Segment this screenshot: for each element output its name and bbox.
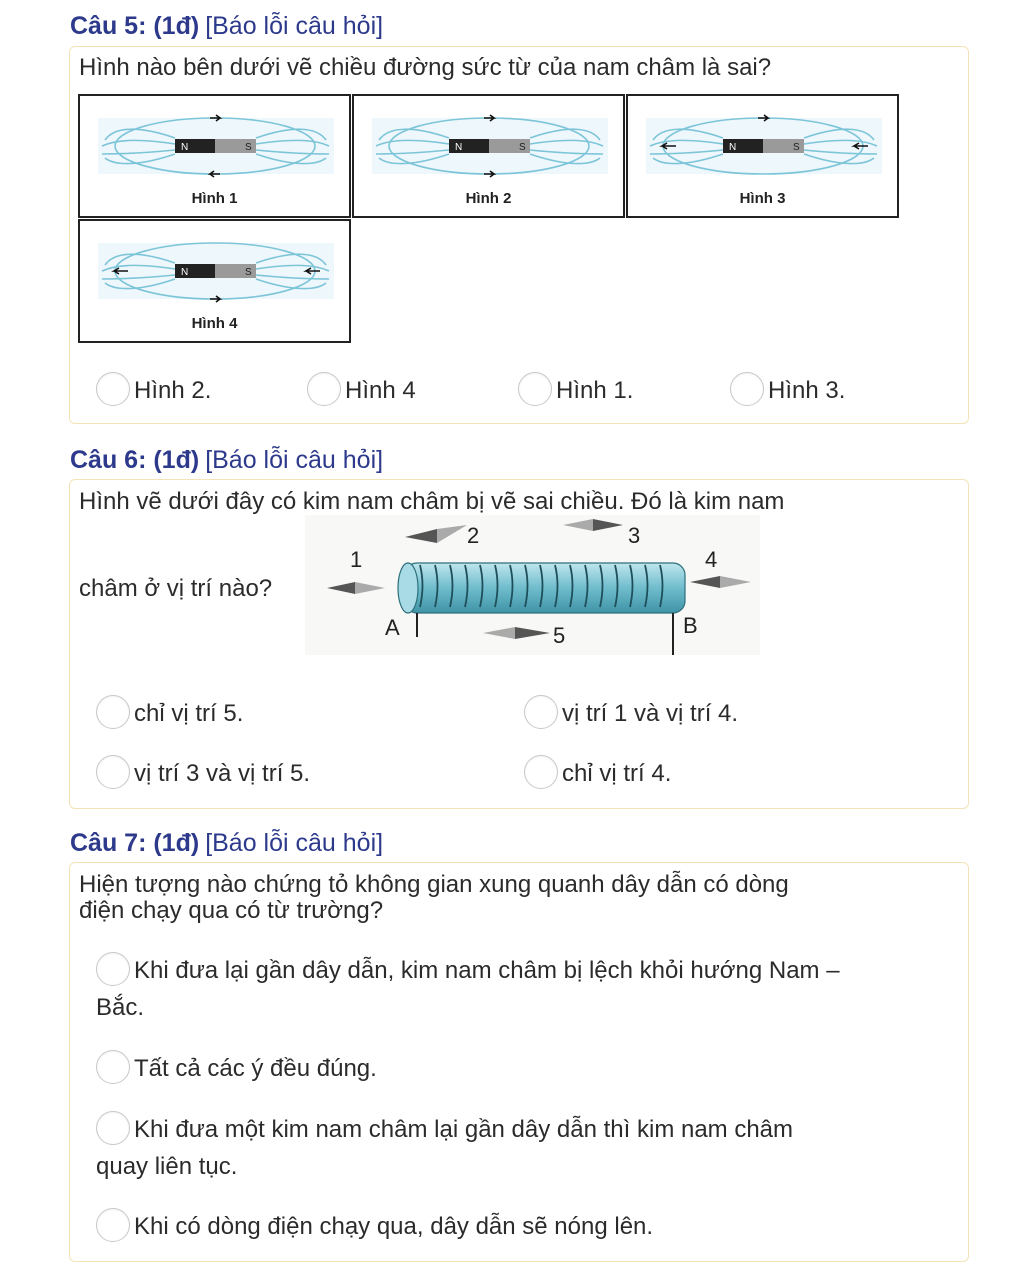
- option-label: Hình 3.: [768, 377, 846, 404]
- q7-question-text-line2: điện chạy qua có từ trường?: [79, 897, 384, 924]
- magnet-field-figure-2: [354, 96, 623, 186]
- option-label: Hình 1.: [556, 377, 634, 404]
- position-1-label: 1: [350, 547, 363, 572]
- option-label: chỉ vị trí 5.: [134, 700, 244, 727]
- q6-option-4[interactable]: [524, 755, 671, 792]
- option-label: vị trí 3 và vị trí 5.: [134, 760, 311, 787]
- q6-number: Câu 6: (1đ): [70, 446, 200, 474]
- figure-3-label: Hình 3: [739, 190, 786, 207]
- radio-button[interactable]: [96, 372, 130, 406]
- radio-button[interactable]: [730, 372, 764, 406]
- solenoid-figure: [305, 515, 760, 655]
- radio-button[interactable]: [524, 695, 558, 729]
- position-3-label: 3: [628, 523, 641, 548]
- south-pole-label: S: [245, 142, 252, 153]
- radio-button[interactable]: [518, 372, 552, 406]
- end-b-label: B: [683, 613, 698, 638]
- north-pole-label: N: [181, 142, 189, 153]
- q5-option-3[interactable]: [518, 372, 633, 409]
- q5-header: [70, 12, 383, 41]
- north-pole-label: N: [181, 267, 189, 278]
- option-label-line1: Khi đưa lại gần dây dẫn, kim nam châm bị lệch khỏi hướng Nam –: [134, 957, 840, 984]
- option-label: Hình 4: [345, 377, 416, 404]
- q5-option-4[interactable]: [730, 372, 845, 409]
- north-pole-label: N: [455, 142, 463, 153]
- option-label-line1: Khi có dòng điện chạy qua, dây dẫn sẽ nóng lên.: [134, 1213, 654, 1240]
- figure-1-label: Hình 1: [191, 190, 238, 207]
- q6-header: [70, 446, 383, 475]
- q6-question-text-line1: Hình vẽ dưới đây có kim nam châm bị vẽ sai chiều. Đó là kim nam: [79, 488, 785, 515]
- q7-header: [70, 829, 383, 858]
- q5-option-2[interactable]: [307, 372, 416, 409]
- q5-option-1[interactable]: [96, 372, 211, 409]
- south-pole-label: S: [793, 142, 800, 153]
- radio-button[interactable]: [96, 755, 130, 789]
- q7-option-3[interactable]: [96, 1111, 793, 1185]
- q5-figure-2: [352, 94, 625, 218]
- radio-button[interactable]: [96, 1208, 130, 1242]
- position-4-label: 4: [705, 547, 718, 572]
- q7-option-1[interactable]: [96, 952, 840, 1026]
- position-5-label: 5: [553, 623, 566, 648]
- option-label-line2: Bắc.: [96, 994, 145, 1021]
- figure-2-label: Hình 2: [465, 190, 512, 207]
- position-2-label: 2: [467, 523, 480, 548]
- q5-number: Câu 5: (1đ): [70, 12, 200, 40]
- south-pole-label: S: [519, 142, 526, 153]
- option-label: chỉ vị trí 4.: [562, 760, 672, 787]
- q5-question-text: Hình nào bên dưới vẽ chiều đường sức từ của nam châm là sai?: [79, 54, 772, 81]
- q5-figure-1: [78, 94, 351, 218]
- option-label-line2: quay liên tục.: [96, 1153, 238, 1180]
- end-a-label: A: [385, 615, 400, 640]
- radio-button[interactable]: [96, 952, 130, 986]
- q6-option-3[interactable]: [96, 755, 310, 792]
- radio-button[interactable]: [307, 372, 341, 406]
- option-label-line1: Khi đưa một kim nam châm lại gần dây dẫn thì kim nam châm: [134, 1116, 794, 1143]
- q6-question-text-line2: châm ở vị trí nào?: [79, 575, 273, 602]
- q7-number: Câu 7: (1đ): [70, 829, 200, 857]
- q6-option-2[interactable]: [524, 695, 738, 732]
- radio-button[interactable]: [96, 1050, 130, 1084]
- q5-report-link[interactable]: [Báo lỗi câu hỏi]: [205, 12, 384, 40]
- magnet-field-figure-1: [80, 96, 349, 186]
- q6-option-1[interactable]: [96, 695, 243, 732]
- radio-button[interactable]: [96, 695, 130, 729]
- radio-button[interactable]: [524, 755, 558, 789]
- south-pole-label: S: [245, 267, 252, 278]
- north-pole-label: N: [729, 142, 737, 153]
- q7-report-link[interactable]: [Báo lỗi câu hỏi]: [205, 829, 384, 857]
- option-label: vị trí 1 và vị trí 4.: [562, 700, 739, 727]
- magnet-field-figure-3: [628, 96, 897, 186]
- q6-report-link[interactable]: [Báo lỗi câu hỏi]: [205, 446, 384, 474]
- option-label-line1: Tất cả các ý đều đúng.: [134, 1055, 377, 1082]
- radio-button[interactable]: [96, 1111, 130, 1145]
- q7-option-4[interactable]: [96, 1208, 653, 1245]
- figure-4-label: Hình 4: [191, 315, 238, 332]
- q5-figure-3: [626, 94, 899, 218]
- q5-figure-4: [78, 219, 351, 343]
- q7-question-text-line1: Hiện tượng nào chứng tỏ không gian xung quanh dây dẫn có dòng: [79, 871, 789, 898]
- q7-option-2[interactable]: [96, 1050, 377, 1087]
- magnet-field-figure-4: [80, 221, 349, 311]
- option-label: Hình 2.: [134, 377, 212, 404]
